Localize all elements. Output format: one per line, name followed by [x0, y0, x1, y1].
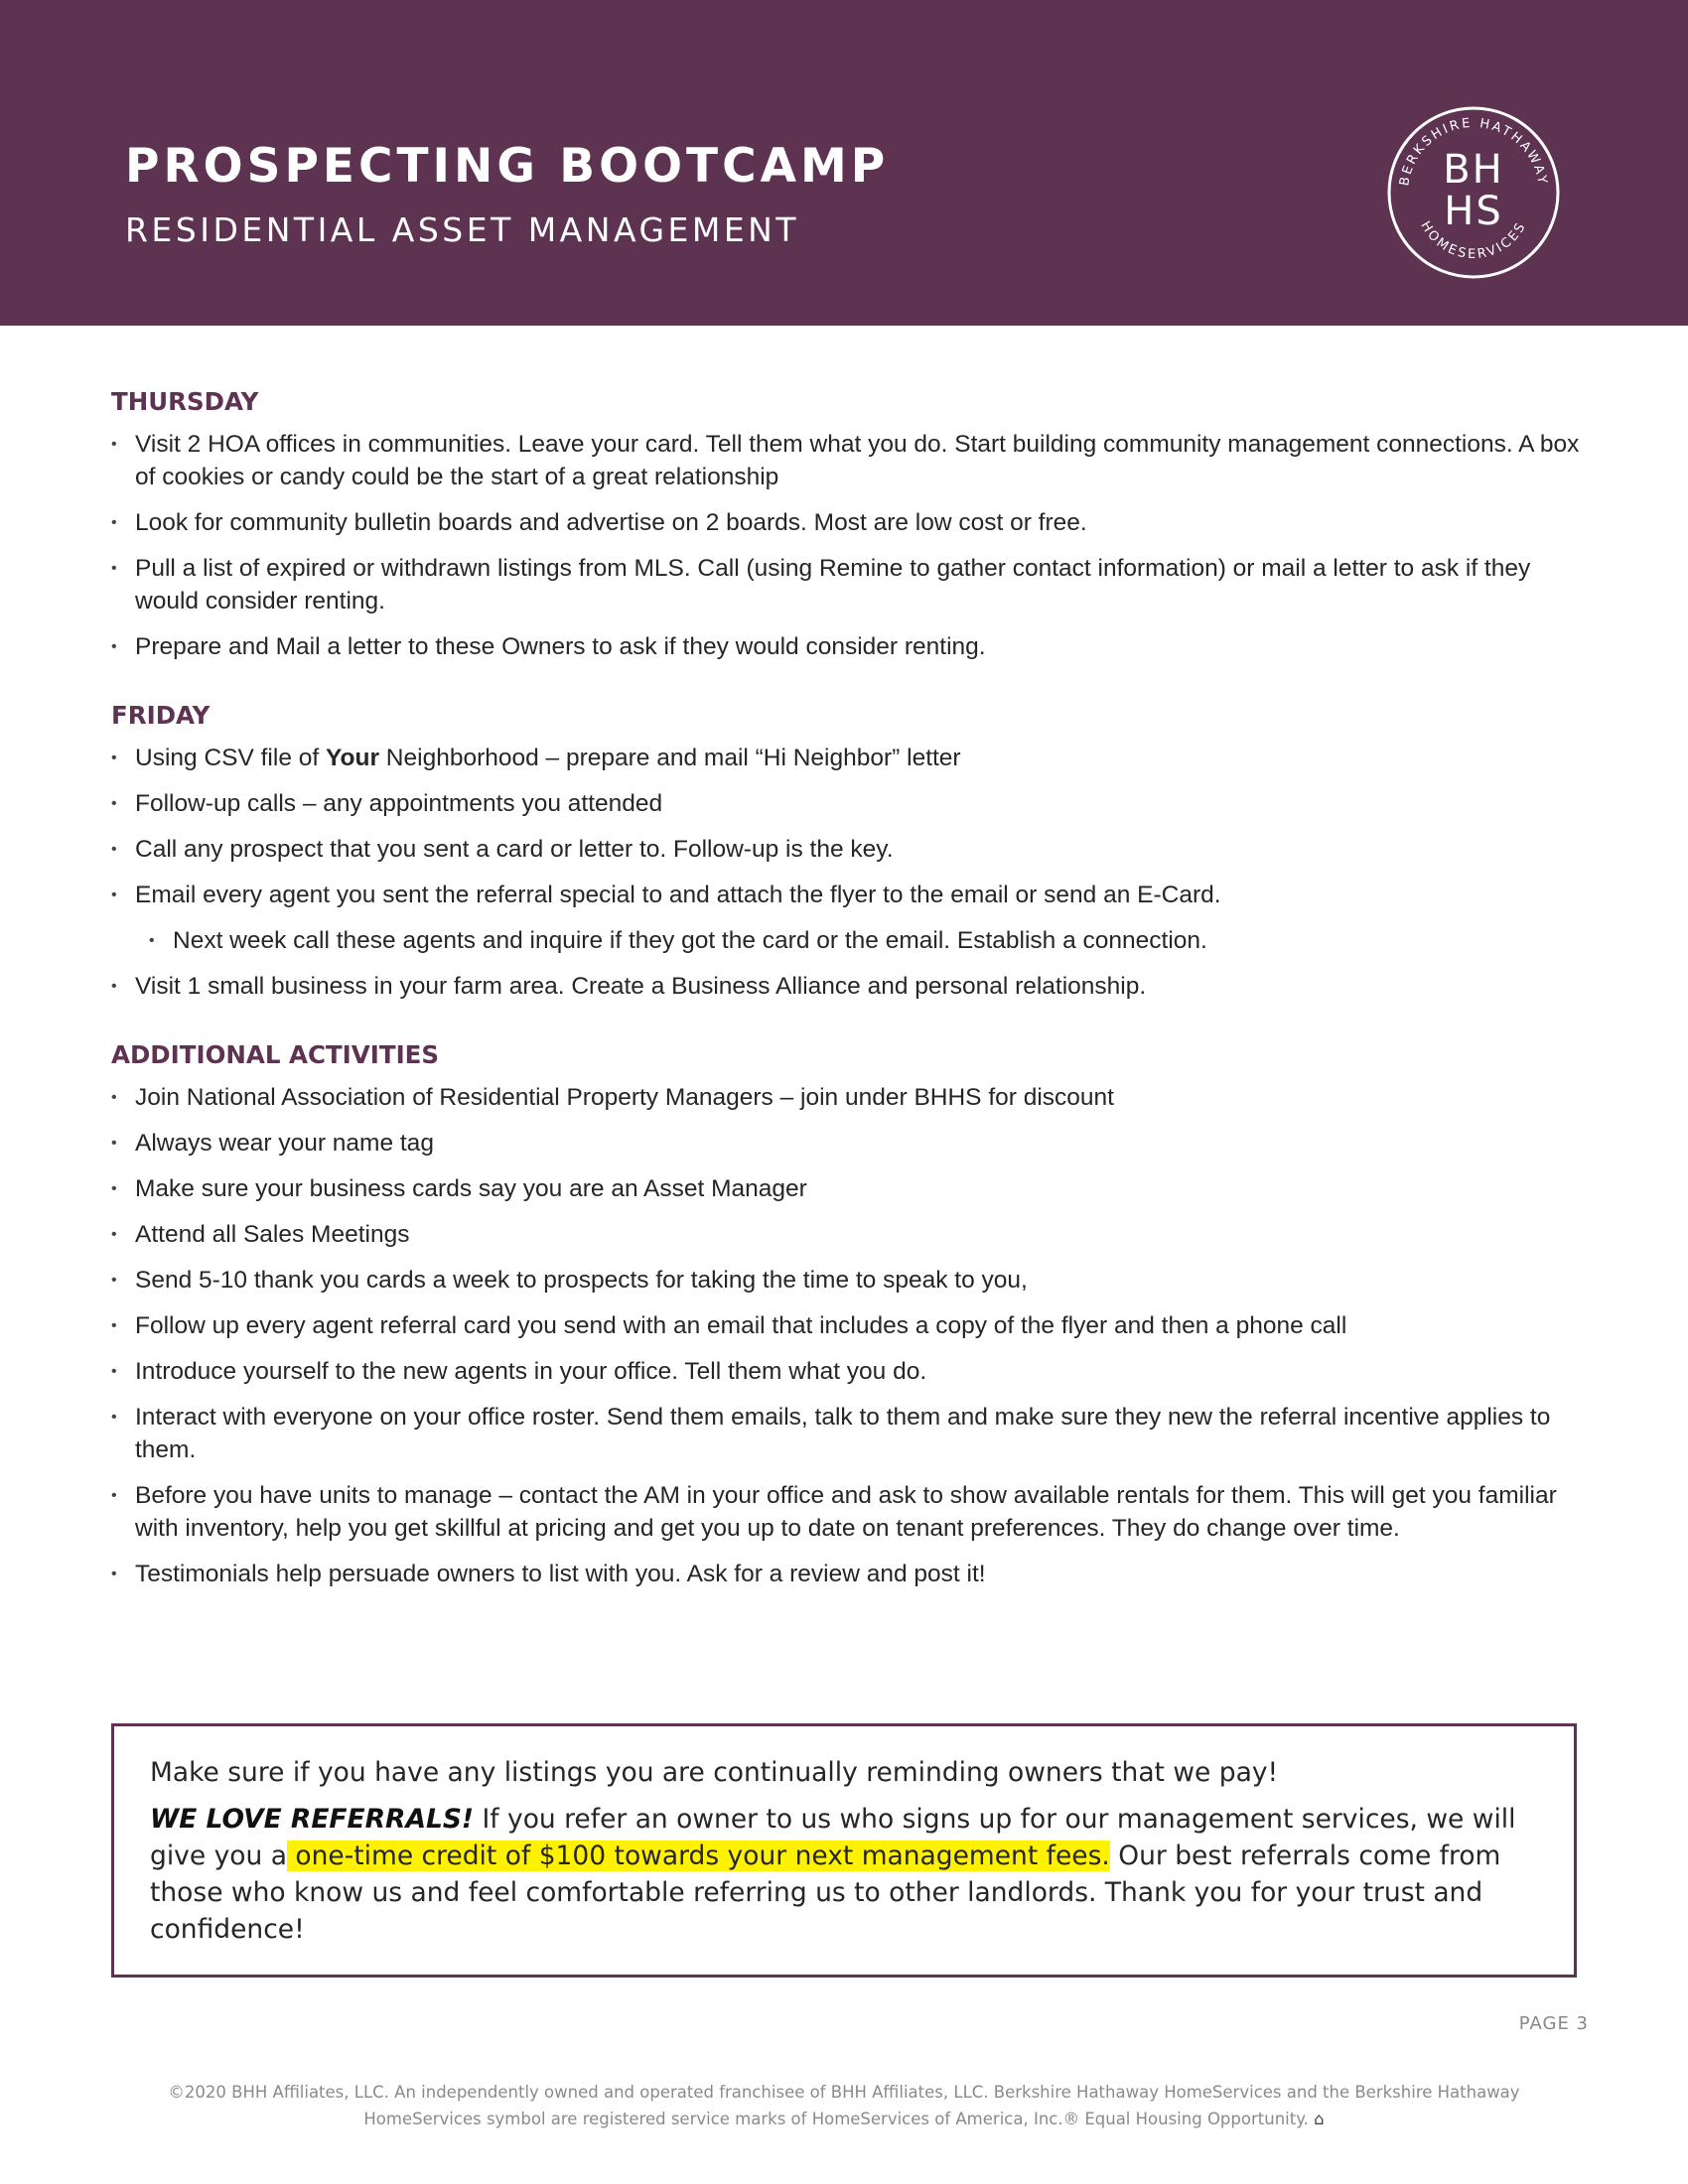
- list-item: • Join National Association of Residential Property Managers – join under BHHS for discount: [111, 1081, 1581, 1114]
- list-item: • Call any prospect that you sent a card or letter to. Follow-up is the key.: [111, 833, 1581, 866]
- list-item: • Look for community bulletin boards and advertise on 2 boards. Most are low cost or free.: [111, 506, 1581, 539]
- list-item-text: Neighborhood – prepare and mail “Hi Neighbor” letter: [379, 745, 961, 771]
- main-content: [111, 387, 1581, 1628]
- list-item: • Interact with everyone on your office roster. Send them emails, talk to them and make sure they new the referral incentive applies to them.: [111, 1401, 1581, 1466]
- logo-ring-top-text: BERKSHIRE HATHAWAY: [1397, 115, 1550, 188]
- list-item: • Always wear your name tag: [111, 1127, 1581, 1160]
- page-title: PROSPECTING BOOTCAMP: [125, 139, 890, 194]
- callout-referral-paragraph: [150, 1801, 1538, 1948]
- list-item: • Before you have units to manage – contact the AM in your office and ask to show available rentals for them. This will get you familiar with inventory, help you get skillful at pricing and get you up to date on tenant preferences. They do change over time.: [111, 1479, 1581, 1545]
- friday-list: [111, 742, 1581, 1003]
- section-heading: THURSDAY: [111, 387, 259, 416]
- page-subtitle: RESIDENTIAL ASSET MANAGEMENT: [125, 210, 800, 249]
- logo-ring-bottom-text: HOMESERVICES: [1417, 218, 1530, 263]
- header-banner: [0, 0, 1688, 326]
- list-item-text: Using CSV file of: [135, 745, 326, 771]
- section-heading: FRIDAY: [111, 701, 211, 730]
- list-item: • Make sure your business cards say you are an Asset Manager: [111, 1172, 1581, 1205]
- logo-bottom-letters: HS: [1444, 189, 1503, 234]
- list-item: • Follow up every agent referral card you send with an email that includes a copy of the flyer and then a phone call: [111, 1309, 1581, 1342]
- list-item: • Follow-up calls – any appointments you attended: [111, 787, 1581, 820]
- thursday-list: [111, 428, 1581, 663]
- list-item: • Attend all Sales Meetings: [111, 1218, 1581, 1251]
- additional-list: [111, 1081, 1581, 1590]
- referral-callout-box: [111, 1723, 1577, 1978]
- list-item-bold-text: Your: [326, 745, 379, 771]
- callout-reminder: Make sure if you have any listings you are continually reminding owners that we pay!: [150, 1757, 1279, 1788]
- list-item: • Visit 2 HOA offices in communities. Leave your card. Tell them what you do. Start building community management connections. A box of cookies or candy could be the start of a great relationship: [111, 428, 1581, 493]
- list-item: • Pull a list of expired or withdrawn listings from MLS. Call (using Remine to gather contact information) or mail a letter to ask if they would consider renting.: [111, 552, 1581, 617]
- logo-monogram: [1386, 149, 1561, 232]
- footer-line: HomeServices symbol are registered service marks of HomeServices of America, Inc.® Equal Housing Opportunity.: [363, 2110, 1309, 2128]
- page-number: PAGE 3: [1518, 2013, 1589, 2034]
- bhhs-logo: [1386, 105, 1561, 280]
- footer-line-2: [119, 2106, 1569, 2132]
- section-heading: ADDITIONAL ACTIVITIES: [111, 1040, 440, 1069]
- footer-line: ©2020 BHH Affiliates, LLC. An independently owned and operated franchisee of BHH Affiliates, LLC. Berkshire Hathaway HomeServices and the Berkshire Hathaway: [168, 2083, 1520, 2102]
- list-item: • Prepare and Mail a letter to these Owners to ask if they would consider renting.: [111, 630, 1581, 663]
- section-additional-activities: [111, 1040, 1581, 1590]
- callout-text: If you refer an owner to us who signs up for our management services, we will give you a: [150, 1804, 1516, 1871]
- list-item: • Testimonials help persuade owners to list with you. Ask for a review and post it!: [111, 1558, 1581, 1590]
- list-item: [111, 742, 1581, 774]
- sub-list-item: • Next week call these agents and inquire if they got the card or the email. Establish a connection.: [149, 924, 1581, 957]
- callout-text: Our best referrals come from those who know us and feel comfortable referring us to other landlords. Thank you for your trust and confidence!: [150, 1841, 1501, 1945]
- list-item: • Introduce yourself to the new agents in your office. Tell them what you do.: [111, 1355, 1581, 1388]
- list-item: • Visit 1 small business in your farm area. Create a Business Alliance and personal relationship.: [111, 970, 1581, 1003]
- callout-highlight: one-time credit of $100 towards your next management fees.: [286, 1841, 1110, 1871]
- section-thursday: [111, 387, 1581, 663]
- section-friday: [111, 701, 1581, 1003]
- footer-disclaimer: [119, 2079, 1569, 2132]
- list-item: • Email every agent you sent the referral special to and attach the flyer to the email or send an E-Card.: [111, 879, 1581, 911]
- equal-housing-icon: ⌂: [1314, 2110, 1325, 2128]
- list-item: • Send 5-10 thank you cards a week to prospects for taking the time to speak to you,: [111, 1264, 1581, 1297]
- callout-emphasis: WE LOVE REFERRALS!: [150, 1804, 475, 1835]
- logo-top-letters: BH: [1443, 147, 1504, 193]
